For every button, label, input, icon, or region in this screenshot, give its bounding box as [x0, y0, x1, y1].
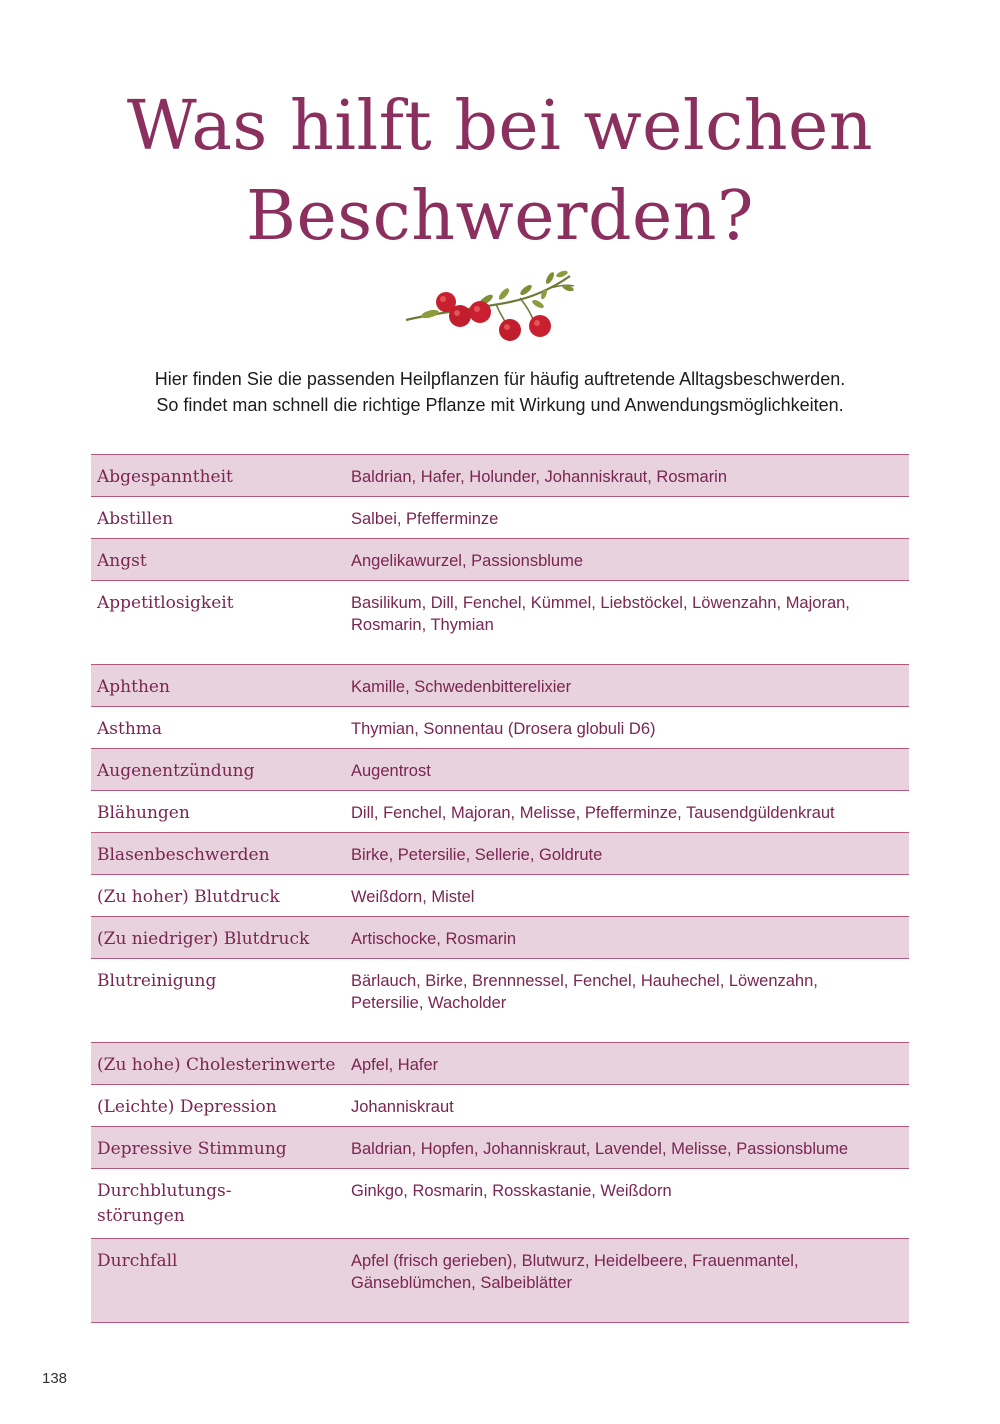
- remedy-plants: Weißdorn, Mistel: [351, 888, 475, 906]
- table-row: [91, 791, 909, 833]
- page-title-line-2: Beschwerden?: [246, 177, 754, 256]
- table-row: [91, 1043, 909, 1085]
- remedy-plants: Birke, Petersilie, Sellerie, Goldrute: [351, 846, 603, 864]
- complaint-term: Blasenbeschwerden: [97, 845, 270, 865]
- table-row: [91, 875, 909, 917]
- page-number: 138: [42, 1370, 68, 1387]
- table-row: [91, 539, 909, 581]
- intro-line-1: Hier finden Sie die passenden Heilpflanzen für häufig auftretende Alltagsbeschwerden.: [154, 369, 846, 389]
- table-row: [91, 497, 909, 539]
- complaint-term: Angst: [97, 551, 147, 571]
- complaint-term: Depressive Stimmung: [97, 1139, 287, 1159]
- complaint-term: Abstillen: [97, 509, 174, 529]
- complaint-term: Blähungen: [97, 803, 190, 823]
- remedy-plants: Baldrian, Hopfen, Johanniskraut, Lavendel, Melisse, Passionsblume: [351, 1140, 849, 1158]
- table-row: [91, 1085, 909, 1127]
- remedy-plants: Augentrost: [351, 762, 431, 780]
- complaint-term: (Zu niedriger) Blutdruck: [97, 929, 310, 949]
- complaint-term: (Zu hohe) Cholesterinwerte: [97, 1055, 336, 1075]
- complaint-term: (Leichte) Depression: [97, 1097, 277, 1117]
- table-row: [91, 707, 909, 749]
- table-row: [91, 1239, 909, 1323]
- remedy-plants: Johanniskraut: [351, 1098, 454, 1116]
- cranberry-branch-icon: [400, 264, 580, 348]
- remedy-plants: Baldrian, Hafer, Holunder, Johanniskraut, Rosmarin: [351, 468, 728, 486]
- table-row: [91, 833, 909, 875]
- remedy-plants: Apfel, Hafer: [351, 1056, 439, 1074]
- table-row: [91, 1127, 909, 1169]
- complaint-term: Abgespanntheit: [97, 467, 233, 487]
- complaints-table: [91, 454, 909, 1323]
- complaint-term: (Zu hoher) Blutdruck: [97, 887, 280, 907]
- complaint-term: Appetitlosigkeit: [97, 593, 234, 613]
- remedy-plants: Artischocke, Rosmarin: [351, 930, 517, 948]
- remedy-plants: Kamille, Schwedenbitterelixier: [351, 678, 572, 696]
- table-row: [91, 959, 909, 1043]
- table-row: [91, 749, 909, 791]
- table-row: [91, 455, 909, 497]
- remedy-plants: Angelikawurzel, Passionsblume: [351, 552, 584, 570]
- complaint-term: Durchfall: [97, 1251, 178, 1271]
- complaint-term: Durchblutungs- störungen: [97, 1181, 232, 1226]
- remedy-plants: Ginkgo, Rosmarin, Rosskastanie, Weißdorn: [351, 1182, 672, 1200]
- page-title-line-1: Was hilft bei welchen: [126, 87, 874, 166]
- complaint-term: Asthma: [97, 719, 163, 739]
- remedy-plants: Salbei, Pfefferminze: [351, 510, 499, 528]
- remedy-plants: Bärlauch, Birke, Brennnessel, Fenchel, Hauhechel, Löwenzahn, Petersilie, Wacholder: [351, 972, 818, 1012]
- remedy-plants: Thymian, Sonnentau (Drosera globuli D6): [351, 720, 656, 738]
- intro-line-2: So findet man schnell die richtige Pflanze mit Wirkung und Anwendungsmöglichkeiten.: [156, 395, 844, 415]
- table-row: [91, 665, 909, 707]
- intro-text: [0, 366, 1000, 418]
- remedy-plants: Basilikum, Dill, Fenchel, Kümmel, Liebstöckel, Löwenzahn, Majoran, Rosmarin, Thymian: [351, 594, 850, 634]
- complaint-term: Blutreinigung: [97, 971, 217, 991]
- complaint-term: Aphthen: [97, 677, 170, 697]
- remedy-plants: Apfel (frisch gerieben), Blutwurz, Heidelbeere, Frauenmantel, Gänseblümchen, Salbeiblätter: [351, 1252, 799, 1292]
- table-row: [91, 917, 909, 959]
- complaint-term: Augenentzündung: [97, 761, 255, 781]
- table-row: [91, 1169, 909, 1239]
- table-row: [91, 581, 909, 665]
- page-title: [0, 82, 1000, 262]
- remedy-plants: Dill, Fenchel, Majoran, Melisse, Pfefferminze, Tausendgüldenkraut: [351, 804, 835, 822]
